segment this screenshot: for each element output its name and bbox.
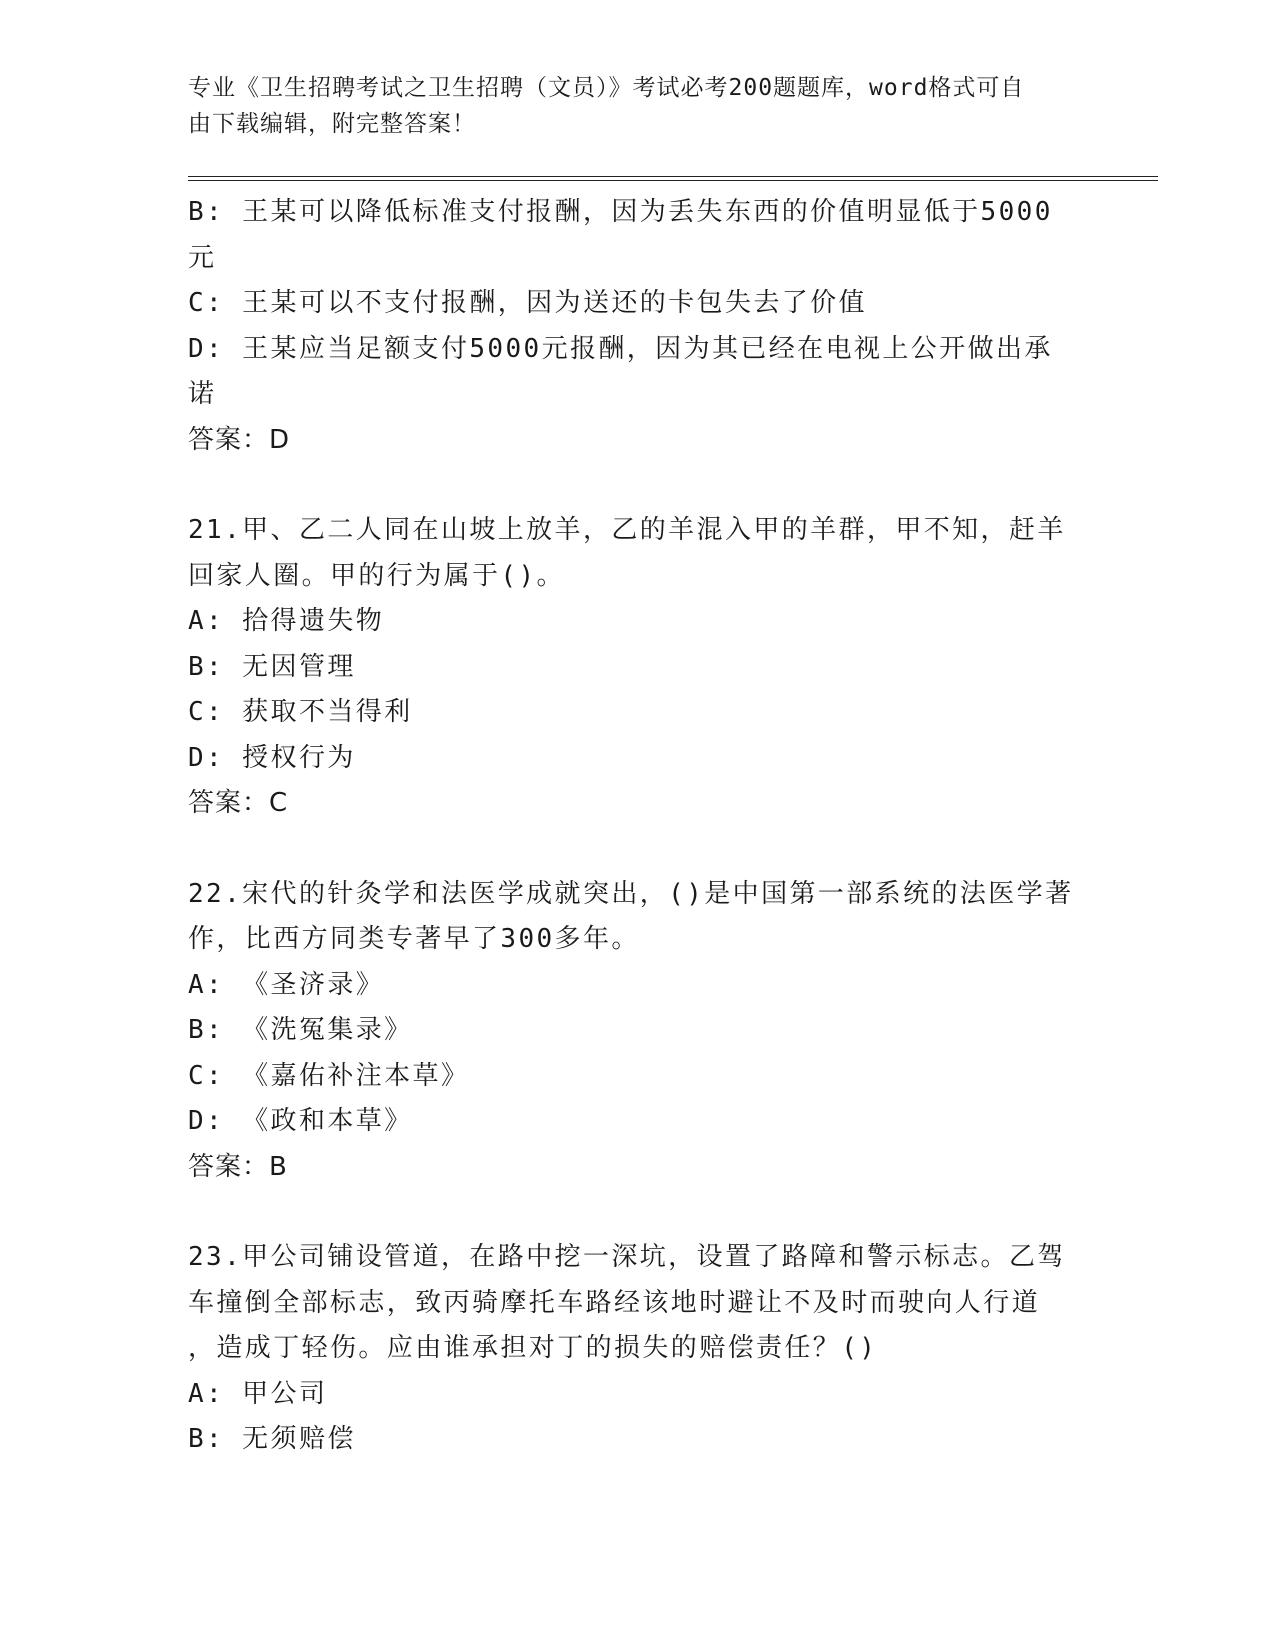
option-b-line-1: B: 王某可以降低标准支付报酬，因为丢失东西的价值明显低于5000 (188, 197, 1053, 227)
option-b-line-2: 元 (188, 242, 217, 273)
question-list (188, 190, 1078, 1463)
option-c: C: 获取不当得利 (188, 697, 413, 727)
question-22 (188, 872, 1078, 1191)
option-d: D: 授权行为 (188, 742, 356, 773)
option-d: D: 《政和本草》 (188, 1106, 413, 1136)
option-d-line-1: D: 王某应当足额支付5000元报酬，因为其已经在电视上公开做出承 (188, 333, 1053, 364)
document-header (188, 70, 1068, 142)
option-c: C: 王某可以不支付报酬，因为送还的卡包失去了价值 (188, 288, 867, 318)
question-text-line-1: 21.甲、乙二人同在山坡上放羊，乙的羊混入甲的羊群，甲不知，赶羊 (188, 515, 1066, 545)
header-divider (188, 176, 1158, 181)
option-d-line-2: 诺 (188, 379, 217, 409)
header-title-line-1: 专业《卫生招聘考试之卫生招聘（文员）》考试必考200题题库，word格式可自 (188, 75, 1025, 101)
header-title-line-2: 由下载编辑，附完整答案！ (188, 111, 476, 137)
answer: 答案：C (188, 788, 289, 818)
question-23 (188, 1235, 1078, 1463)
question-text-line-3: ，造成丁轻伤。应由谁承担对丁的损失的赔偿责任？() (188, 1333, 878, 1363)
option-a: A: 拾得遗失物 (188, 606, 385, 636)
question-text-line-2: 作，比西方同类专著早了300多年。 (188, 924, 640, 954)
question-text-line-1: 23.甲公司铺设管道，在路中挖一深坑，设置了路障和警示标志。乙驾 (188, 1242, 1066, 1272)
option-b: B: 无因管理 (188, 651, 356, 682)
option-b: B: 《洗冤集录》 (188, 1015, 413, 1045)
answer: 答案：B (188, 1151, 288, 1182)
option-c: C: 《嘉佑补注本草》 (188, 1060, 470, 1091)
option-b: B: 无须赔偿 (188, 1424, 356, 1454)
question-text-line-1: 22.宋代的针灸学和法医学成就突出，()是中国第一部系统的法医学著 (188, 878, 1074, 909)
answer: 答案：D (188, 424, 291, 455)
question-20-continued (188, 190, 1078, 463)
question-21 (188, 508, 1078, 827)
question-text-line-2: 车撞倒全部标志，致丙骑摩托车路经该地时避让不及时而驶向人行道 (188, 1287, 1041, 1318)
question-text-line-2: 回家人圈。甲的行为属于()。 (188, 560, 565, 591)
option-a: A: 甲公司 (188, 1378, 328, 1409)
option-a: A: 《圣济录》 (188, 969, 385, 1000)
